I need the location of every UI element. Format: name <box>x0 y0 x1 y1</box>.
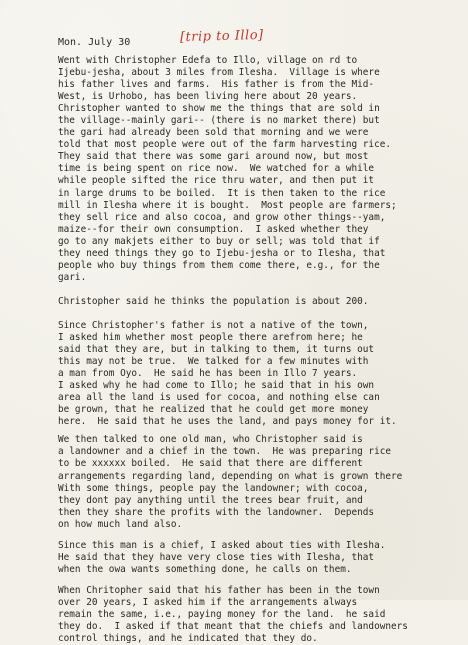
text-line: I asked why he had come to Illo; he said that in his own <box>58 380 375 392</box>
text-line: be grown, that he realized that he could get more money <box>58 404 369 416</box>
text-line: Christopher wanted to show me the things that are sold in <box>58 103 380 115</box>
text-line: He said that they have very close ties with Ilesha, that <box>58 551 375 563</box>
text-line: here. He said that he uses the land, and pays money for it. <box>58 416 397 428</box>
text-line: to be xxxxxx boiled. He said that there are different <box>58 458 363 470</box>
text-line: time is being spent on rice now. We watched for a while <box>58 163 375 175</box>
text-line: control things, and he indicated that they do. <box>58 633 318 645</box>
date-label: Mon. July 30 <box>58 37 131 48</box>
text-line: Christopher said he thinks the population is about 200. <box>58 295 369 307</box>
text-line: over 20 years, I asked him if the arrangements always <box>58 596 358 608</box>
text-line: his father lives and farms. His father is from the Mid- <box>58 79 375 91</box>
paragraph-village-visit <box>58 55 458 284</box>
paragraph-land-arrangements <box>58 434 458 530</box>
text-line: while people sifted the rice thru water, and then put it <box>58 175 375 187</box>
text-line: I asked him whether most people there arefrom here; he <box>58 331 363 343</box>
text-line: on how much land also. <box>58 518 183 530</box>
text-line: Went with Christopher Edefa to Illo, village on rd to <box>58 55 358 66</box>
text-line: a landowner and a chief in the town. He was preparing rice <box>58 446 392 458</box>
text-line: they need things they go to Ijebu-jesha or to Ilesha, that <box>58 247 386 259</box>
text-line: They said that there was some gari around now, but most <box>58 151 369 163</box>
text-line: When Chritopher said that his father has been in the town <box>58 584 380 596</box>
text-line: this may not be true. We talked for a few minutes with <box>58 356 369 368</box>
text-line: they dont pay anything until the trees bear fruit, and <box>58 494 363 506</box>
text-line: people who buy things from them come there, e.g., for the <box>58 259 380 271</box>
text-line: We then talked to one old man, who Christopher said is <box>58 434 363 446</box>
paragraph-residents-origin <box>58 320 458 428</box>
text-line: they do. I asked if that meant that the chiefs and landowners <box>58 621 408 633</box>
text-line: Since Christopher's father is not a native of the town, <box>58 319 369 331</box>
paragraph-control <box>58 585 458 645</box>
document-body <box>58 55 458 645</box>
paragraph-population <box>58 296 458 308</box>
text-line: Ijebu-jesha, about 3 miles from Ilesha. Village is where <box>58 67 380 79</box>
text-line: the village--mainly gari-- (there is no market there) but <box>58 115 380 127</box>
text-line: remain the same, i.e., paying money for the land. he said <box>58 608 386 620</box>
text-line: told that most people were out of the farm harvesting rice. <box>58 139 392 151</box>
text-line: they sell rice and also cocoa, and grow other things--yam, <box>58 211 386 223</box>
paragraph-ties-ilesha <box>58 540 458 576</box>
text-line: West, is Urhobo, has been living here about 20 years. <box>58 91 358 103</box>
handwritten-note: [trip to Illo] <box>179 27 264 46</box>
text-line: then they share the profits with the landowner. Depends <box>58 506 375 518</box>
text-line: in large drums to be boiled. It is then taken to the rice <box>58 187 386 199</box>
text-line: the gari had already been sold that morning and we were <box>58 127 369 139</box>
text-line: arrangements regarding land, depending on what is grown there <box>58 470 403 482</box>
text-line: maize--for their own consumption. I asked whether they <box>58 223 369 235</box>
text-line: when the owa wants something done, he calls on them. <box>58 563 352 575</box>
text-line: said that they are, but in talking to them, it turns out <box>58 344 375 356</box>
text-line: mill in Ilesha where it is bought. Most people are farmers; <box>58 199 397 211</box>
text-line: With some things, people pay the landowner; with cocoa, <box>58 482 369 494</box>
text-line: gari. <box>58 271 87 283</box>
text-line: go to any makjets either to buy or sell; was told that if <box>58 235 380 247</box>
text-line: a man from Oyo. He said he has been in Illo 7 years. <box>58 368 358 380</box>
page-header <box>58 27 458 51</box>
text-line: area all the land is used for cocoa, and nothing else can <box>58 392 380 404</box>
text-line: Since this man is a chief, I asked about ties with Ilesha. <box>58 539 386 551</box>
